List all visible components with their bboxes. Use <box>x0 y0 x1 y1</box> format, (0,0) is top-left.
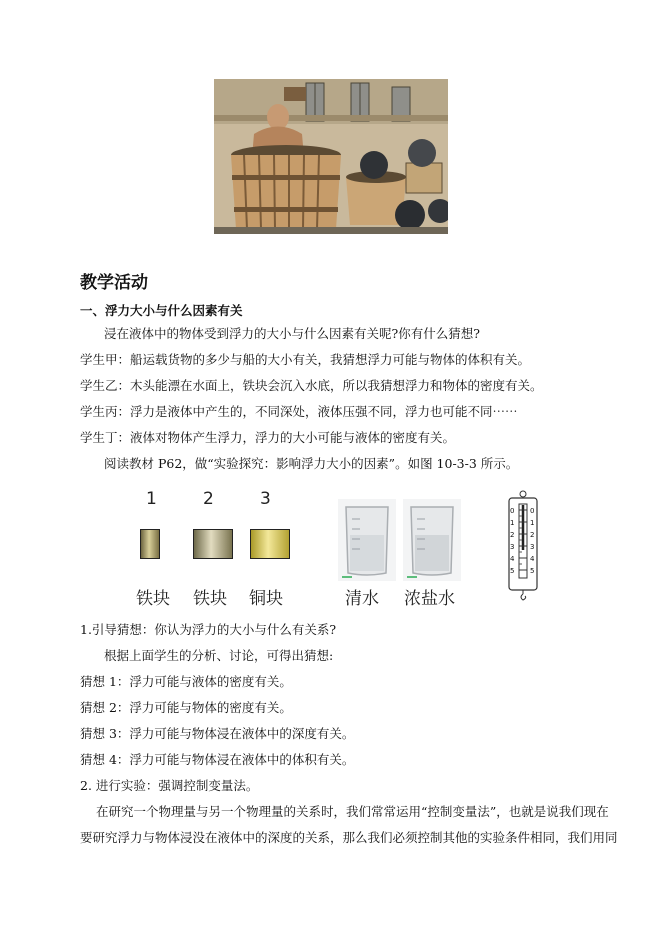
hypothesis-1: 猜想 1：浮力可能与液体的密度有关。 <box>80 674 292 689</box>
scale-number-left: 2 <box>510 531 515 539</box>
step1-intro: 根据上面学生的分析、讨论，可得出猜想: <box>104 648 334 663</box>
student-a-text: 学生甲：船运载货物的多少与船的大小有关，我猜想浮力可能与物体的体积有关。 <box>80 352 531 367</box>
reading-note: 阅读教材 P62，做“实验探究：影响浮力大小的因素”。如图 10-3-3 所示。 <box>104 456 519 471</box>
scale-number-left: 1 <box>510 519 515 527</box>
step1-text: 1.引导猜想：你认为浮力的大小与什么有关系? <box>80 622 337 637</box>
scale-number-right: 3 <box>530 543 535 551</box>
hypothesis-4: 猜想 4：浮力可能与物体浸在液体中的体积有关。 <box>80 752 355 767</box>
step2-text: 2. 进行实验：强调控制变量法。 <box>80 778 259 793</box>
student-c-text: 学生丙：浮力是液体中产生的，不同深处，液体压强不同，浮力也可能不同⋯⋯ <box>80 404 518 419</box>
block-number: 2 <box>203 489 214 509</box>
block-number: 3 <box>260 489 271 509</box>
block-number: 1 <box>146 489 157 509</box>
scale-number-right: 1 <box>530 519 535 527</box>
beaker-icon <box>403 499 461 581</box>
student-d-text: 学生丁：液体对物体产生浮力，浮力的大小可能与液体的密度有关。 <box>80 430 456 445</box>
section-heading: 教学活动 <box>80 273 148 293</box>
scale-number-right: 5 <box>530 567 535 575</box>
paragraph-line-2: 要研究浮力与物体浸没在液体中的深度的关系，那么我们必须控制其他的实验条件相同，我们用同 <box>80 830 618 845</box>
scale-number-right: 0 <box>530 507 535 515</box>
iron-block-large <box>193 529 233 559</box>
illustration-image <box>214 79 448 234</box>
beaker-icon <box>338 499 396 581</box>
iron-block-small <box>140 529 160 559</box>
intro-question: 浸在液体中的物体受到浮力的大小与什么因素有关呢?你有什么猜想? <box>104 326 480 341</box>
hypothesis-2: 猜想 2：浮力可能与物体的密度有关。 <box>80 700 292 715</box>
beaker-water <box>338 499 396 581</box>
subsection-heading: 一、浮力大小与什么因素有关 <box>80 303 243 318</box>
block-label: 铁块 <box>136 589 170 609</box>
spring-scale <box>500 490 546 602</box>
scale-number-left: 0 <box>510 507 515 515</box>
student-b-text: 学生乙：木头能漂在水面上，铁块会沉入水底，所以我猜想浮力和物体的密度有关。 <box>80 378 543 393</box>
scale-number-left: 4 <box>510 555 515 563</box>
hypothesis-3: 猜想 3：浮力可能与物体浸在液体中的深度有关。 <box>80 726 355 741</box>
beaker-label-brine: 浓盐水 <box>404 589 455 609</box>
copper-block <box>250 529 290 559</box>
beaker-label-water: 清水 <box>345 589 379 609</box>
paragraph-line-1: 在研究一个物理量与另一个物理量的关系时，我们常常运用“控制变量法”，也就是说我们现在 <box>96 804 609 819</box>
scale-number-right: 2 <box>530 531 535 539</box>
scale-number-right: 4 <box>530 555 535 563</box>
beaker-brine <box>403 499 461 581</box>
block-label: 铁块 <box>193 589 227 609</box>
spring-scale-icon <box>500 490 546 602</box>
block-label: 铜块 <box>249 589 283 609</box>
scale-number-left: 5 <box>510 567 515 575</box>
scale-number-left: 3 <box>510 543 515 551</box>
engraving-bath-scene-icon <box>214 79 448 234</box>
